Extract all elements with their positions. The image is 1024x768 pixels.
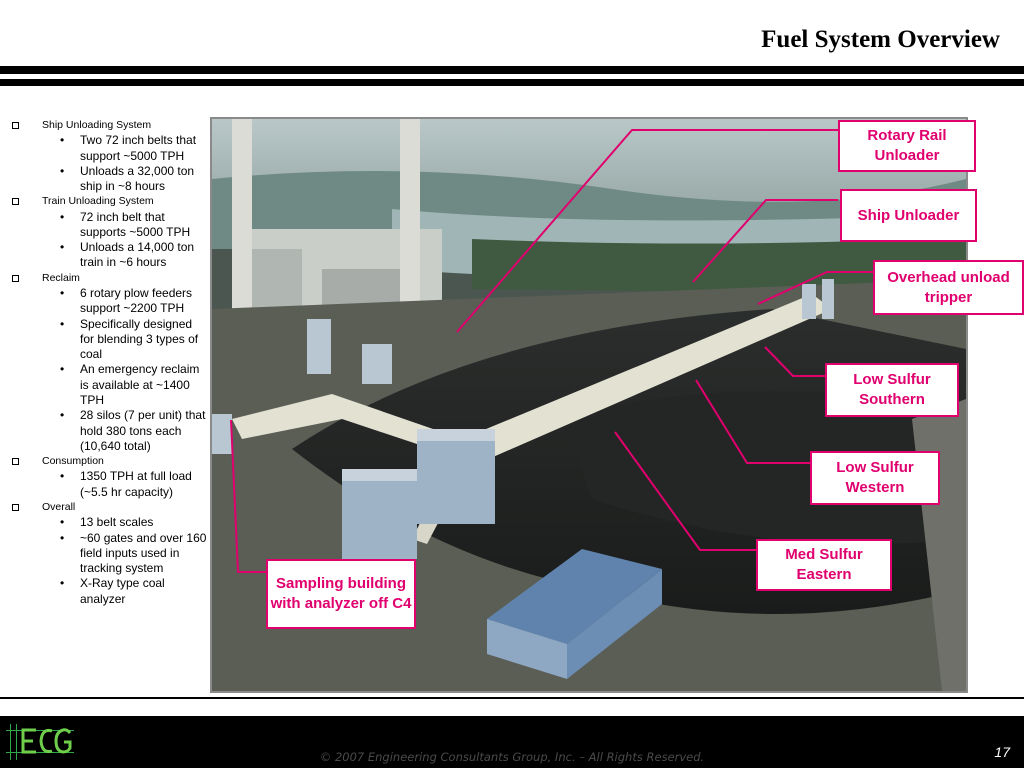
checkbox-bullet-icon — [12, 198, 19, 205]
outline-bullet: • Unloads a 32,000 ton ship in ~8 hours — [60, 163, 195, 194]
header-rule-thin — [0, 79, 1024, 86]
outline-bullet: • X-Ray type coal analyzer — [60, 576, 165, 606]
outline-bullet: • 1350 TPH at full load (~5.5 hr capacity) — [60, 469, 192, 499]
footer — [0, 716, 1024, 768]
checkbox-bullet-icon — [12, 504, 19, 511]
callout-sampling-building: Sampling building with analyzer off C4 — [266, 559, 416, 629]
callout-low-sulfur-southern: Low Sulfur Southern — [825, 363, 959, 417]
outline-bullet: • 28 silos (7 per unit) that hold 380 tons each (10,640 total) — [60, 408, 206, 453]
outline-bullet: • An emergency reclaim is available at ~1400 TPH — [60, 362, 200, 408]
outline-bullet: • Two 72 inch belts that support ~5000 TPH — [60, 133, 197, 163]
copyright-text: © 2007 Engineering Consultants Group, Inc. – All Rights Reserved. — [319, 750, 705, 764]
header-rule-thick — [0, 66, 1024, 74]
checkbox-bullet-icon — [12, 458, 19, 465]
checkbox-bullet-icon — [12, 122, 19, 129]
outline-bullet: • 13 belt scales — [60, 515, 154, 530]
outline-heading: Ship Unloading System — [10, 118, 208, 133]
outline-heading: Reclaim — [10, 271, 208, 286]
callout-med-sulfur-eastern: Med Sulfur Eastern — [756, 539, 892, 591]
outline-heading: Train Unloading System — [10, 194, 208, 209]
checkbox-bullet-icon — [12, 275, 19, 282]
outline-bullet: • 6 rotary plow feeders support ~2200 TPH — [60, 285, 193, 316]
outline-bullet: • 72 inch belt that supports ~5000 TPH — [60, 209, 191, 239]
outline-bullet: • ~60 gates and over 160 field inputs used in tracking system — [60, 530, 207, 576]
bullet-outline — [10, 118, 208, 607]
callout-low-sulfur-western: Low Sulfur Western — [810, 451, 940, 505]
outline-heading: Overall — [10, 500, 208, 515]
page-number: 17 — [994, 744, 1010, 760]
footer-rule — [0, 697, 1024, 699]
callout-rotary-rail-unloader: Rotary Rail Unloader — [838, 120, 976, 172]
outline-bullet: • Specifically designed for blending 3 types of coal — [60, 316, 199, 362]
outline-heading: Consumption — [10, 454, 208, 469]
slide-title: Fuel System Overview — [761, 26, 1000, 53]
callout-overhead-unload-tripper: Overhead unload tripper — [873, 260, 1024, 315]
callout-ship-unloader: Ship Unloader — [840, 189, 977, 242]
outline-bullet: • Unloads a 14,000 ton train in ~6 hours — [60, 240, 195, 270]
